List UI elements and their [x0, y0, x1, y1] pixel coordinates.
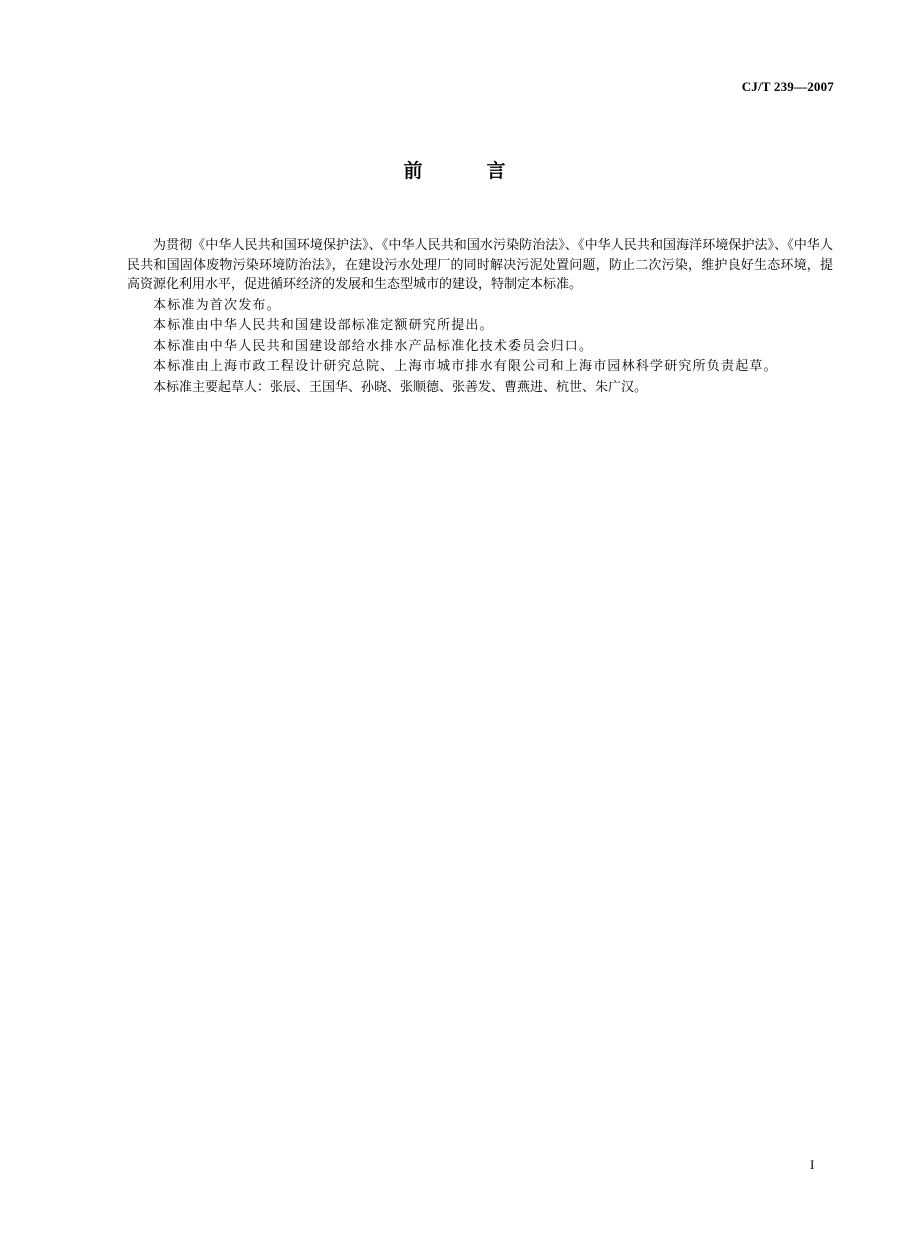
foreword-body: [127, 236, 833, 398]
paragraph-first-release: 本标准为首次发布。: [153, 297, 281, 313]
page-number: I: [810, 1157, 815, 1172]
standard-number: CJ/T 239—2007: [741, 79, 834, 94]
paragraph-drafted-by: 本标准由上海市政工程设计研究总院、上海市城市排水有限公司和上海市园林科学研究所负责起草。: [153, 359, 778, 374]
paragraph-centralized-by: 本标准由中华人民共和国建设部给水排水产品标准化技术委员会归口。: [153, 338, 594, 354]
title-char-2: 言: [486, 160, 506, 182]
paragraph-proposed-by: 本标准由中华人民共和国建设部标准定额研究所提出。: [153, 318, 494, 333]
paragraph-purpose: 为贯彻《中华人民共和国环境保护法》、《中华人民共和国水污染防治法》、《中华人民共和国海洋环境保护法》、《中华人民共和国固体废物污染环境防治法》，在建设污水处理厂的同时解决污泥处置问题，防止二次污染，维护良好生态环境，提高资源化利用水平，促进循环经济的发展和生态型城市的建设，特制定本标准。: [127, 238, 833, 292]
paragraph-main-drafters: 本标准主要起草人：张辰、王国华、孙晓、张顺德、张善发、曹燕进、杭世、朱广汉。: [153, 379, 648, 395]
page-title: [0, 156, 909, 183]
title-char-1: 前: [403, 160, 423, 182]
